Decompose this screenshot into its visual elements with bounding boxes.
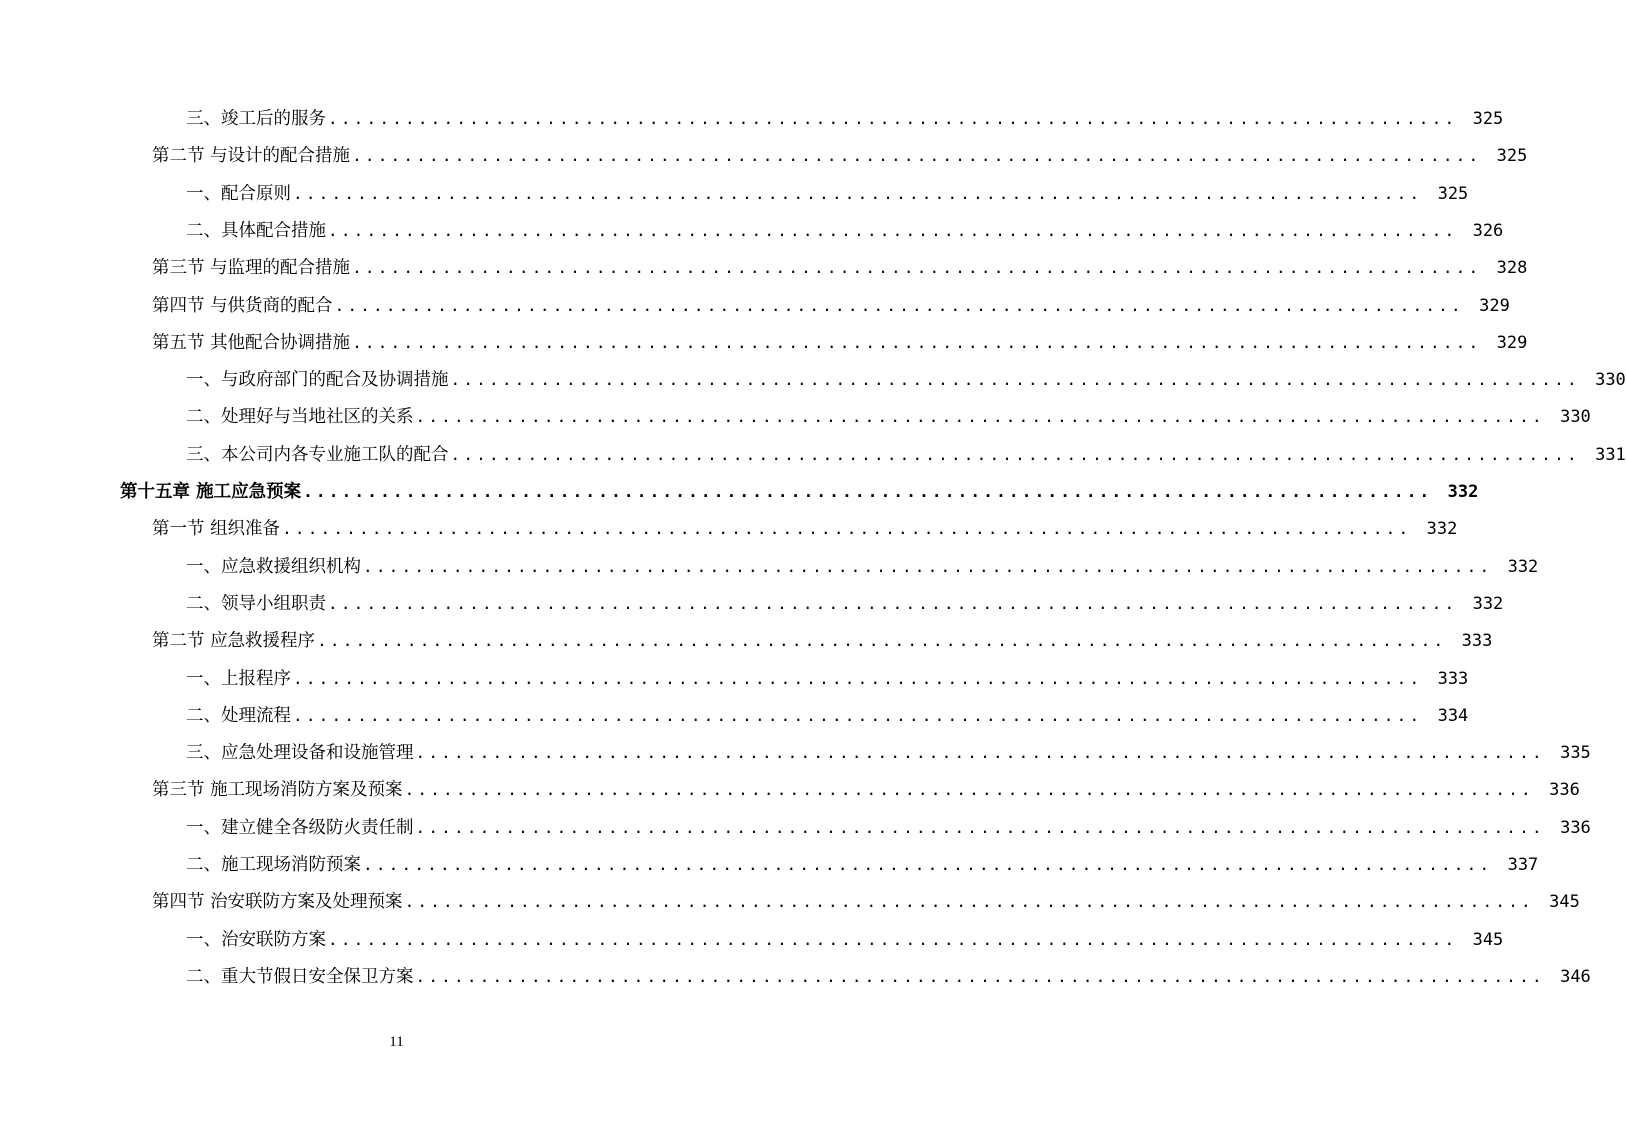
toc-entry-page-number: 331	[1595, 444, 1626, 465]
dot-leader: ........................................................................................	[293, 183, 1423, 203]
page-number: 11	[389, 1034, 404, 1050]
toc-entry-section[interactable]	[0, 255, 1528, 281]
toc-entry-title: 二、处理流程	[186, 705, 291, 726]
toc-entry-page-number: 345	[1549, 892, 1580, 913]
dot-leader: ........................................................................................	[415, 743, 1545, 763]
toc-entry-page-number: 333	[1437, 668, 1469, 689]
toc-entry-page-number: 334	[1437, 705, 1469, 726]
toc-entry-item[interactable]	[0, 106, 1504, 132]
dot-leader: ........................................................................................	[352, 332, 1482, 352]
toc-entry-page-number: 345	[1472, 929, 1504, 950]
toc-entry-page-number: 332	[1472, 593, 1504, 614]
toc-entry-item[interactable]	[0, 181, 1469, 207]
toc-entry-title: 第二节 应急救援程序	[152, 631, 316, 652]
dot-leader: ........................................................................................	[334, 295, 1464, 315]
toc-entry-title: 一、治安联防方案	[186, 929, 326, 950]
dot-leader: ........................................................................................	[328, 929, 1458, 949]
dot-leader: ........................................................................................	[293, 668, 1423, 688]
toc-entry-page-number: 337	[1507, 855, 1539, 875]
toc-entry-item[interactable]	[0, 964, 1591, 990]
toc-entry-item[interactable]	[0, 666, 1469, 692]
dot-leader: ........................................................................................	[282, 519, 1412, 539]
toc-entry-section[interactable]	[0, 143, 1528, 169]
toc-entry-page-number: 325	[1496, 146, 1528, 167]
dot-leader: ........................................................................................	[404, 892, 1534, 912]
dot-leader: ........................................................................................	[352, 258, 1482, 278]
toc-entry-page-number: 332	[1507, 556, 1539, 577]
toc-entry-title: 一、应急救援组织机构	[186, 556, 361, 577]
toc-entry-title: 二、处理好与当地社区的关系	[186, 407, 414, 428]
toc-entry-title: 第一节 组织准备	[152, 519, 281, 540]
toc-entry-page-number: 329	[1496, 332, 1528, 353]
toc-entry-section[interactable]	[0, 516, 1458, 542]
toc-entry-title: 一、上报程序	[186, 668, 291, 689]
toc-entry-title: 二、施工现场消防预案	[186, 855, 361, 875]
dot-leader: ........................................................................................	[303, 482, 1433, 501]
toc-entry-page-number: 326	[1472, 220, 1504, 241]
dot-leader: ........................................................................................	[328, 109, 1458, 128]
dot-leader: ........................................................................................	[450, 444, 1580, 464]
toc-entry-title: 一、与政府部门的配合及协调措施	[186, 370, 449, 391]
toc-entry-page-number: 330	[1560, 407, 1591, 428]
toc-entry-item[interactable]	[0, 815, 1591, 841]
toc-entry-page-number: 336	[1549, 780, 1580, 801]
toc-entry-section[interactable]	[0, 293, 1510, 319]
dot-leader: ........................................................................................	[415, 407, 1545, 427]
dot-leader: ........................................................................................	[293, 705, 1423, 725]
toc-entry-chapter[interactable]	[0, 479, 1479, 505]
dot-leader: ........................................................................................	[363, 855, 1493, 874]
toc-entry-title: 三、竣工后的服务	[186, 109, 326, 129]
toc-entry-item[interactable]	[0, 740, 1591, 766]
toc-entry-section[interactable]	[0, 889, 1580, 915]
toc-entry-page-number: 329	[1479, 295, 1510, 316]
toc-entry-item[interactable]	[0, 927, 1504, 953]
toc-entry-page-number: 325	[1472, 109, 1504, 129]
dot-leader: ........................................................................................	[450, 370, 1580, 390]
toc-entry-item[interactable]	[0, 404, 1591, 430]
toc-entry-item[interactable]	[0, 218, 1504, 244]
toc-entry-title: 第五节 其他配合协调措施	[152, 332, 351, 353]
dot-leader: ........................................................................................	[404, 780, 1534, 800]
toc-entry-section[interactable]	[0, 777, 1580, 803]
dot-leader: ........................................................................................	[363, 556, 1493, 576]
toc-entry-title: 一、建立健全各级防火责任制	[186, 817, 414, 838]
dot-leader: ........................................................................................	[415, 966, 1545, 986]
toc-entry-item[interactable]	[0, 852, 1539, 878]
toc-entry-page-number: 325	[1437, 183, 1469, 204]
toc-entry-page-number: 328	[1496, 258, 1528, 279]
toc-entry-item[interactable]	[0, 703, 1469, 729]
toc-entry-item[interactable]	[0, 554, 1539, 580]
toc-entry-page-number: 333	[1461, 631, 1493, 652]
toc-entry-page-number: 336	[1560, 817, 1591, 838]
toc-entry-page-number: 330	[1595, 370, 1626, 391]
toc-entry-title: 第十五章 施工应急预案	[120, 482, 302, 502]
toc-entry-title: 二、具体配合措施	[186, 220, 326, 241]
dot-leader: ........................................................................................	[415, 817, 1545, 837]
toc-entry-item[interactable]	[0, 591, 1504, 617]
toc-entry-title: 一、配合原则	[186, 183, 291, 204]
toc-entry-item[interactable]	[0, 367, 1626, 393]
toc-entry-page-number: 332	[1426, 519, 1458, 540]
toc-entry-section[interactable]	[0, 330, 1528, 356]
toc-entry-title: 三、应急处理设备和设施管理	[186, 743, 414, 764]
toc-entry-title: 第四节 与供货商的配合	[152, 295, 333, 316]
dot-leader: ........................................................................................	[328, 593, 1458, 613]
dot-leader: ........................................................................................	[317, 631, 1447, 651]
dot-leader: ........................................................................................	[328, 220, 1458, 240]
toc-entry-section[interactable]	[0, 628, 1493, 654]
toc-entry-title: 第三节 与监理的配合措施	[152, 258, 351, 279]
dot-leader: ........................................................................................	[352, 146, 1482, 166]
toc-entry-title: 二、领导小组职责	[186, 593, 326, 614]
toc-entry-page-number: 332	[1447, 482, 1479, 502]
toc-entry-item[interactable]	[0, 442, 1626, 468]
toc-entry-page-number: 335	[1560, 743, 1591, 764]
toc-entry-title: 三、本公司内各专业施工队的配合	[186, 444, 449, 465]
toc-entry-title: 第三节 施工现场消防方案及预案	[152, 780, 403, 801]
toc-entry-title: 第二节 与设计的配合措施	[152, 146, 351, 167]
toc-entry-title: 二、重大节假日安全保卫方案	[186, 966, 414, 987]
toc-entry-title: 第四节 治安联防方案及处理预案	[152, 892, 403, 913]
toc-entry-page-number: 346	[1560, 966, 1591, 987]
